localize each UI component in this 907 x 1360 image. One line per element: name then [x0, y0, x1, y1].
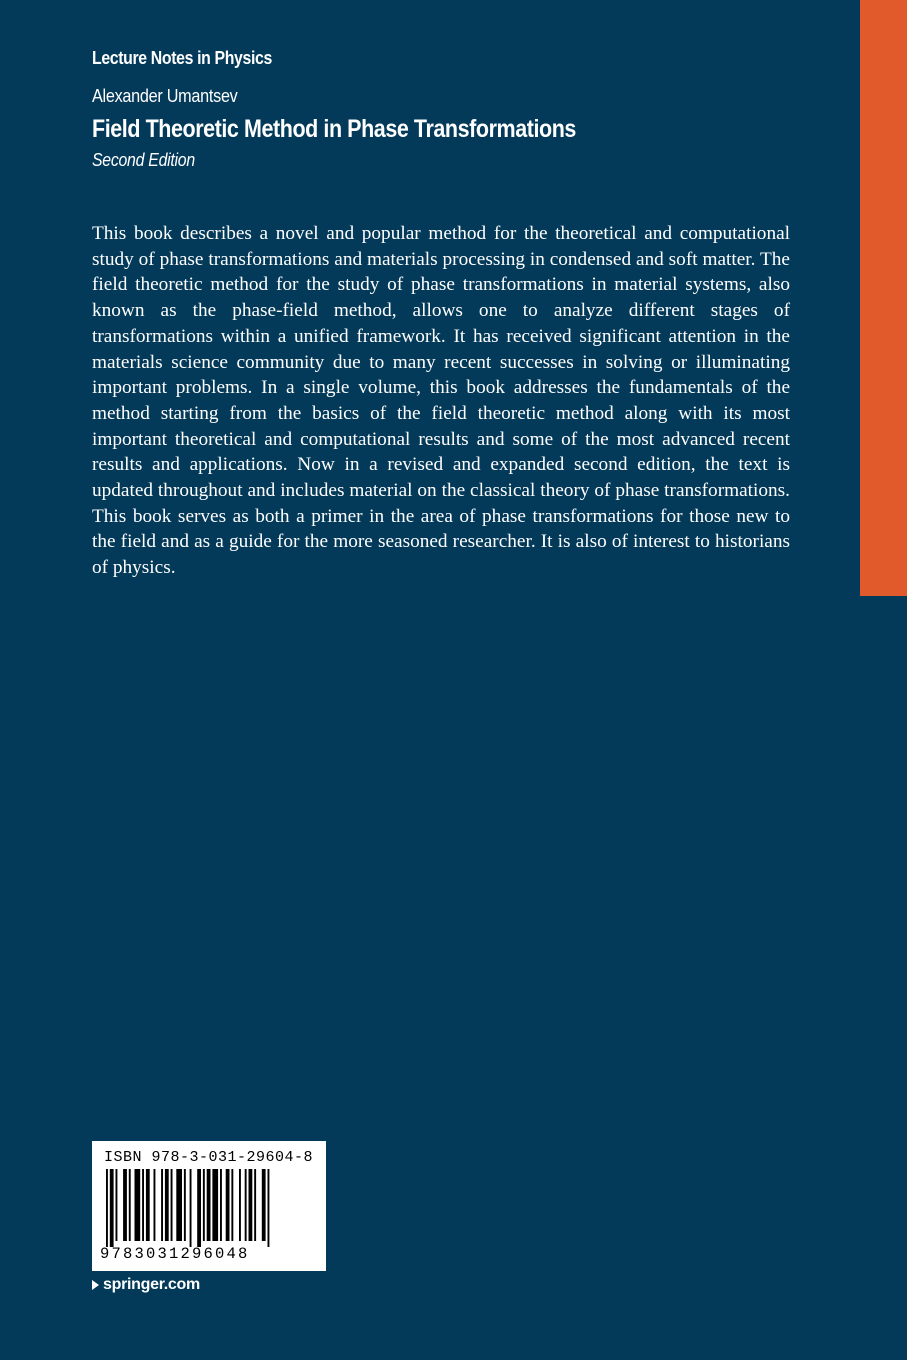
- book-description: This book describes a novel and popular method for the theoretical and computational study of phase transformations and materials processing in condensed and soft matter. The field theoretic method for the study of phase transformations in material systems, also known as the phase-field method, allows one to analyze different stages of transformations within a unified framework. It has received significant attention in the materials science community due to many recent successes in solving or illuminating important problems. In a single volume, this book addresses the fundamentals of the method starting from the basics of the field theoretic method along with its most important theoretical and computational results and some of the most advanced recent results and applications. Now in a revised and expanded second edition, the text is updated throughout and includes material on the classical theory of phase transformations. This book serves as both a primer in the area of phase transformations for those new to the field and as a guide for the more seasoned researcher. It is also of interest to historians of physics.: [92, 223, 790, 579]
- edition-label: Second Edition: [92, 150, 195, 170]
- barcode-image: [104, 1169, 314, 1247]
- barcode-bar: [249, 1169, 253, 1241]
- isbn-barcode-block: [92, 1141, 326, 1271]
- book-title: Field Theoretic Method in Phase Transformations: [92, 115, 576, 143]
- publisher-url: springer.com: [103, 1276, 200, 1293]
- barcode-bar: [146, 1169, 150, 1241]
- barcode-bar: [106, 1169, 108, 1247]
- barcode-bar: [220, 1169, 222, 1241]
- publisher-link[interactable]: [92, 1276, 200, 1294]
- barcode-bar: [197, 1169, 201, 1247]
- triangle-right-icon: [92, 1280, 99, 1290]
- barcode-bar: [254, 1169, 256, 1241]
- barcode-bar: [135, 1169, 141, 1241]
- barcode-bar: [226, 1169, 230, 1241]
- barcode-bar: [231, 1169, 233, 1241]
- barcode-bar: [239, 1169, 241, 1241]
- barcode-bar: [123, 1169, 127, 1241]
- barcode-bar: [184, 1169, 186, 1241]
- author-name: Alexander Umantsev: [92, 86, 238, 106]
- series-name: Lecture Notes in Physics: [92, 48, 272, 68]
- barcode-bar: [212, 1169, 218, 1241]
- barcode-bar: [154, 1169, 156, 1241]
- barcode-bar: [190, 1169, 192, 1247]
- barcode-bar: [110, 1169, 114, 1247]
- barcode-bar: [262, 1169, 266, 1241]
- barcode-bar: [161, 1169, 163, 1241]
- barcode-bar: [171, 1169, 173, 1241]
- barcode-bar: [142, 1169, 144, 1241]
- barcode-bar: [268, 1169, 270, 1247]
- barcode-bar: [129, 1169, 131, 1241]
- isbn-label: ISBN 978-3-031-29604-8: [104, 1149, 314, 1166]
- accent-bar: [860, 0, 907, 596]
- barcode-bar: [176, 1169, 182, 1241]
- barcode-bar: [207, 1169, 211, 1241]
- barcode-bar: [165, 1169, 169, 1241]
- barcode-bar: [116, 1169, 118, 1241]
- barcode-bar: [245, 1169, 247, 1241]
- ean-digits: 9783031296048: [100, 1245, 250, 1263]
- barcode-bar: [203, 1169, 205, 1241]
